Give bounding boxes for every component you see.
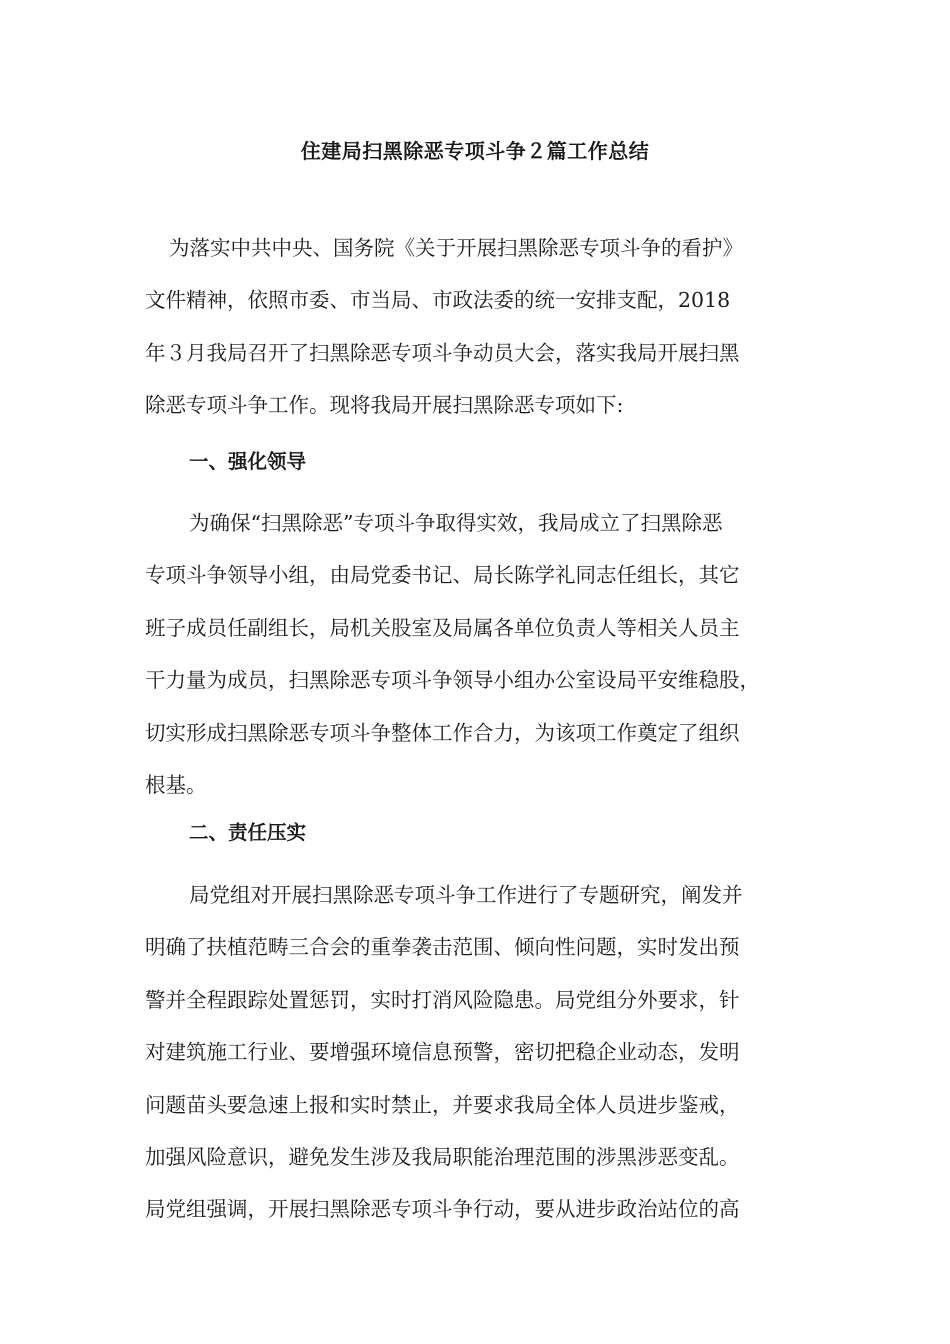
section1-paragraph	[145, 497, 805, 811]
intro-paragraph	[145, 222, 805, 432]
document-title: 住建局扫黑除恶专项斗争２篇工作总结	[300, 139, 650, 163]
section-heading: 一、强化领导	[189, 450, 307, 473]
paragraph-line: 根基。	[145, 772, 207, 797]
paragraph-line: 为落实中共中央、国务院《关于开展扫黑除恶专项斗争的看护》	[169, 236, 743, 260]
paragraph-line: 局党组强调，开展扫黑除恶专项斗争行动，要从进步政治站位的高	[145, 1197, 740, 1222]
paragraph-line: 文件精神，依照市委、市当局、市政法委的统一安排支配，2018	[145, 288, 731, 313]
paragraph-line: 切实形成扫黑除恶专项斗争整体工作合力，为该项工作奠定了组织	[145, 720, 740, 745]
paragraph-line: 加强风险意识，避免发生涉及我局职能治理范围的涉黑涉恶变乱。	[145, 1144, 740, 1169]
paragraph-line: 为确保“扫黑除恶”专项斗争取得实效，我局成立了扫黑除恶	[189, 511, 723, 535]
section-heading-2	[145, 807, 805, 859]
paragraph-line: 对建筑施工行业、要增强环境信息预警，密切把稳企业动态，发明	[145, 1040, 740, 1065]
section2-paragraph	[145, 869, 805, 1236]
paragraph-line: 问题苗头要急速上报和实时禁止，并要求我局全体人员进步鉴戒，	[145, 1092, 740, 1117]
paragraph-line: 班子成员任副组长，局机关股室及局属各单位负责人等相关人员主	[145, 615, 740, 640]
paragraph-line: 年３月我局召开了扫黑除恶专项斗争动员大会，落实我局开展扫黑	[145, 340, 740, 365]
section-heading: 二、责任压实	[189, 821, 307, 844]
paragraph-line: 警并全程跟踪处置惩罚，实时打消风险隐患。局党组分外要求，针	[145, 987, 740, 1012]
paragraph-line: 局党组对开展扫黑除恶专项斗争工作进行了专题研究，阐发并	[189, 883, 743, 907]
section-heading-1	[145, 436, 805, 488]
paragraph-line: 干力量为成员，扫黑除恶专项斗争领导小组办公室设局平安维稳股，	[145, 668, 760, 693]
paragraph-line: 明确了扶植范畴三合会的重拳袭击范围、倾向性问题，实时发出预	[145, 935, 740, 960]
paragraph-line: 专项斗争领导小组，由局党委书记、局长陈学礼同志任组长，其它	[145, 563, 740, 588]
paragraph-line: 除恶专项斗争工作。现将我局开展扫黑除恶专项如下:	[145, 393, 624, 418]
